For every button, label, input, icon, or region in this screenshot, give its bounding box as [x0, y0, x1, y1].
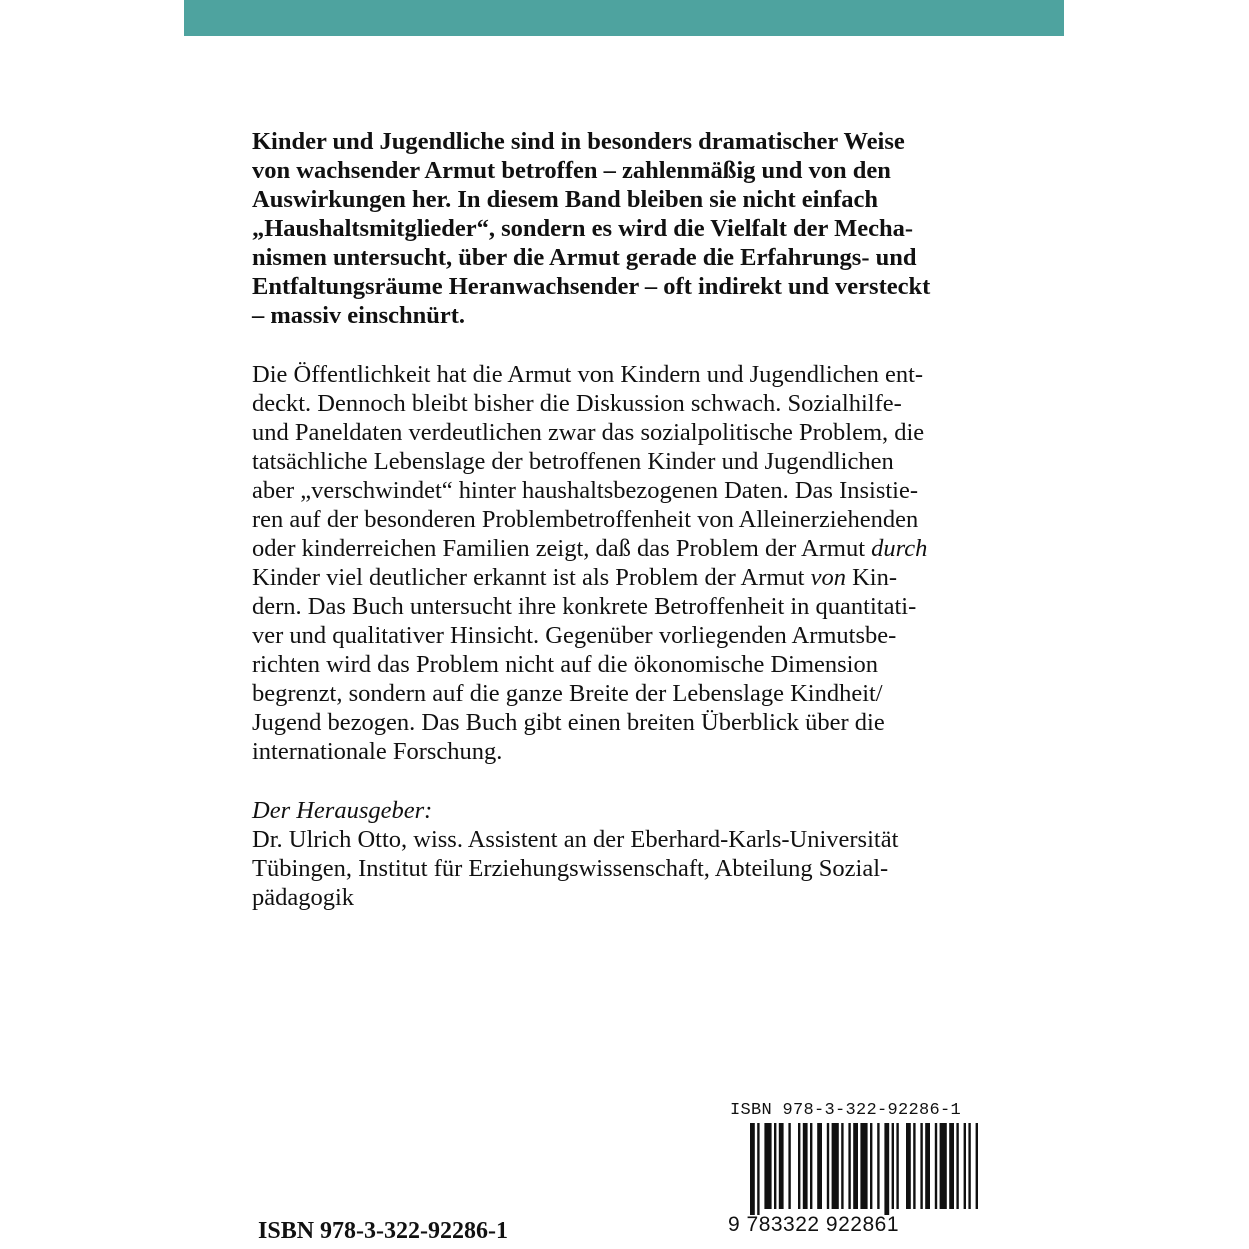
- lead-line: nismen untersucht, über die Armut gerade die Erfahrungs- und: [252, 244, 917, 271]
- barcode-bar: [968, 1123, 970, 1209]
- body-line: deckt. Dennoch bleibt bisher die Diskussion schwach. Sozialhilfe-: [252, 390, 902, 417]
- barcode-bar: [892, 1123, 894, 1209]
- barcode-bar: [925, 1123, 930, 1209]
- barcode-bar: [920, 1123, 922, 1209]
- body-line: tatsächliche Lebenslage der betroffenen Kinder und Jugendlichen: [252, 448, 894, 475]
- body-line: Die Öffentlichkeit hat die Armut von Kindern und Jugendlichen ent-: [252, 361, 924, 388]
- barcode-bar: [827, 1123, 829, 1209]
- barcode-bar: [750, 1123, 755, 1215]
- editor-heading: Der Herausgeber:: [252, 797, 433, 824]
- barcode-bar: [956, 1123, 958, 1209]
- barcode-bar: [788, 1123, 790, 1209]
- barcode-bar: [832, 1123, 839, 1209]
- emphasis-durch: durch: [871, 535, 928, 562]
- body-line: und Paneldaten verdeutlichen zwar das sozialpolitische Problem, die: [252, 419, 925, 446]
- barcode-bar: [964, 1123, 966, 1209]
- barcode-isbn-label: ISBN 978-3-322-92286-1: [730, 1101, 962, 1120]
- barcode-digits: 9 783322 922861: [728, 1213, 899, 1236]
- barcode-bar: [779, 1123, 784, 1209]
- emphasis-von: von: [810, 564, 846, 591]
- barcode-bar: [757, 1123, 759, 1215]
- editor-section: [252, 796, 1012, 912]
- lead-line: Auswirkungen her. In diesem Band bleiben sie nicht einfach: [252, 186, 878, 213]
- barcode-bar: [877, 1123, 879, 1209]
- lead-line: „Haushaltsmitglieder“, sondern es wird die Vielfalt der Mecha-: [252, 215, 913, 242]
- bottom-isbn: ISBN 978-3-322-92286-1: [258, 1218, 508, 1244]
- body-line: aber „verschwindet“ hinter haushaltsbezogenen Daten. Das Insistie-: [252, 477, 919, 504]
- lead-line: von wachsender Armut betroffen – zahlenmäßig und von den: [252, 157, 891, 184]
- body-line: richten wird das Problem nicht auf die ökonomische Dimension: [252, 651, 878, 678]
- body-line: begrenzt, sondern auf die ganze Breite der Lebenslage Kindheit/: [252, 680, 883, 707]
- barcode-bar: [798, 1123, 800, 1209]
- barcode-bar: [817, 1123, 822, 1209]
- editor-line: Dr. Ulrich Otto, wiss. Assistent an der Eberhard-Karls-Universität: [252, 826, 899, 853]
- top-color-band: [184, 0, 1064, 36]
- barcode-bar: [764, 1123, 771, 1209]
- body-line: dern. Das Buch untersucht ihre konkrete Betroffenheit in quantitati-: [252, 593, 917, 620]
- barcode-bar: [940, 1123, 947, 1209]
- barcode-bar: [935, 1123, 937, 1209]
- barcode-bar: [896, 1123, 898, 1209]
- isbn-barcode: [728, 1101, 978, 1237]
- barcode-bar: [853, 1123, 858, 1209]
- lead-paragraph: [252, 127, 1012, 330]
- barcode-bar: [803, 1123, 808, 1209]
- barcode-bar: [860, 1123, 867, 1209]
- barcode-bar: [810, 1123, 812, 1209]
- barcode-bar: [949, 1123, 954, 1209]
- lead-line: – massiv einschnürt.: [252, 302, 466, 329]
- barcode-bar: [774, 1123, 776, 1209]
- barcode-bar: [848, 1123, 850, 1209]
- barcode-bar: [841, 1123, 843, 1209]
- barcode-bar: [906, 1123, 911, 1209]
- barcode-bar: [976, 1123, 978, 1209]
- barcode-bar: [913, 1123, 915, 1209]
- barcode-bars: [728, 1123, 978, 1215]
- body-line: [252, 563, 1012, 592]
- back-cover-text: [252, 127, 1012, 912]
- editor-line: pädagogik: [252, 884, 355, 911]
- body-line: ren auf der besonderen Problembetroffenheit von Alleinerziehenden: [252, 506, 919, 533]
- body-text-segment: oder kinderreichen Familien zeigt, daß das Problem der Armut: [252, 535, 872, 562]
- body-line: internationale Forschung.: [252, 738, 503, 765]
- body-text-segment: Kin-: [845, 564, 898, 591]
- barcode-bar: [884, 1123, 889, 1215]
- body-line: [252, 534, 1012, 563]
- lead-line: Entfaltungsräume Heranwachsender – oft indirekt und versteckt: [252, 273, 931, 300]
- body-paragraph: [252, 360, 1012, 766]
- lead-line: Kinder und Jugendliche sind in besonders dramatischer Weise: [252, 128, 905, 155]
- body-line: Jugend bezogen. Das Buch gibt einen breiten Überblick über die: [252, 709, 885, 736]
- body-line: ver und qualitativer Hinsicht. Gegenüber vorliegenden Armutsbe-: [252, 622, 897, 649]
- editor-line: Tübingen, Institut für Erziehungswissenschaft, Abteilung Sozial-: [252, 855, 889, 882]
- barcode-bar: [870, 1123, 872, 1209]
- body-text-segment: Kinder viel deutlicher erkannt ist als Problem der Armut: [252, 564, 811, 591]
